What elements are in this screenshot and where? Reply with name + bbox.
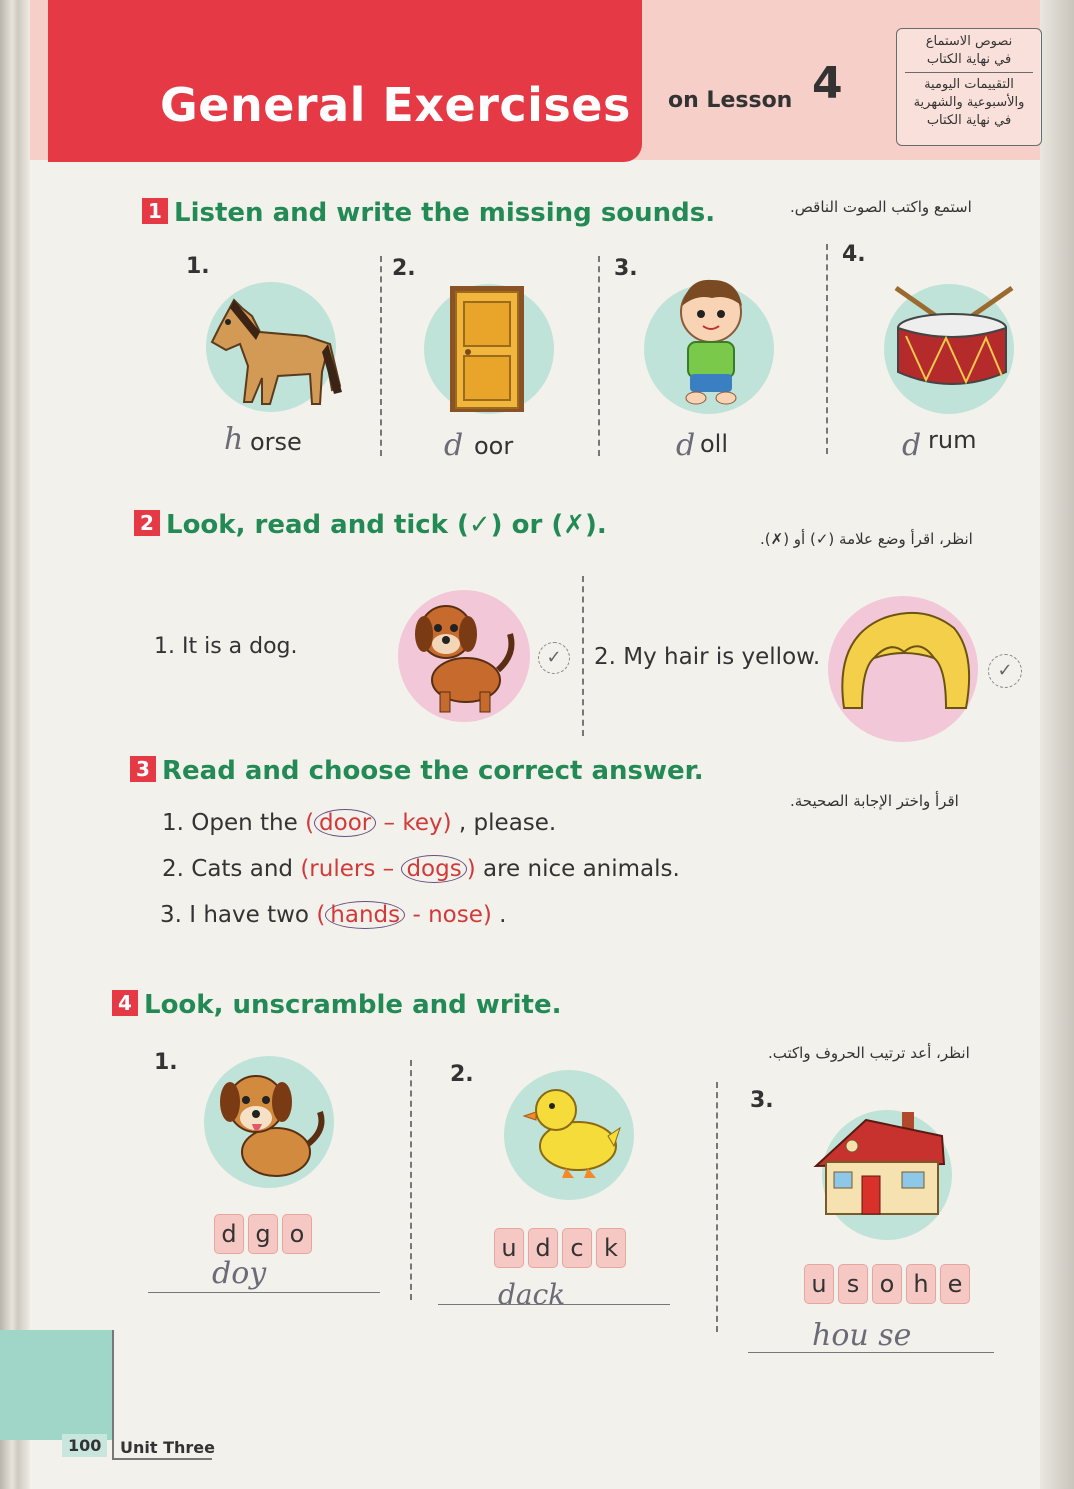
drum-icon bbox=[886, 284, 1016, 394]
s3-s1-pre: 1. Open the bbox=[162, 810, 306, 836]
s3-sentence3 bbox=[160, 902, 506, 928]
divider bbox=[716, 1082, 718, 1332]
ar-box-line4: والأسبوعية والشهرية bbox=[913, 95, 1025, 110]
letter-tile: c bbox=[562, 1228, 592, 1268]
s4-item2-answer[interactable]: dack bbox=[498, 1278, 566, 1311]
s3-s1-open: ( bbox=[305, 810, 315, 836]
page-title: General Exercises bbox=[160, 78, 631, 132]
section3-title: Read and choose the correct answer. bbox=[162, 756, 704, 786]
s3-s2-post: are nice animals. bbox=[475, 856, 680, 882]
letter-tile: g bbox=[248, 1214, 278, 1254]
s1-item4-num: 4. bbox=[842, 242, 866, 267]
divider bbox=[826, 244, 828, 454]
puppy-icon bbox=[210, 1064, 330, 1184]
letter-tile: d bbox=[528, 1228, 558, 1268]
s3-s3-post: . bbox=[491, 902, 507, 928]
s1-item1-num: 1. bbox=[186, 254, 210, 279]
s1-answer1: h bbox=[224, 422, 244, 457]
section4-heading bbox=[112, 990, 562, 1020]
ar-box-line1: نصوص الاستماع bbox=[925, 34, 1013, 49]
s3-s1-close: ) bbox=[442, 810, 452, 836]
s3-s1-post: , please. bbox=[451, 810, 557, 836]
ar-box-line5: في نهاية الكتاب bbox=[926, 113, 1012, 128]
section2-number: 2 bbox=[134, 510, 160, 536]
s4-item3-num: 3. bbox=[750, 1088, 774, 1113]
s4-item1-num: 1. bbox=[154, 1050, 178, 1075]
s4-item2-write-line bbox=[438, 1304, 670, 1305]
hair-icon bbox=[834, 608, 974, 712]
footer-decoration bbox=[0, 1330, 112, 1440]
s3-s2-pre: 2. Cats and bbox=[162, 856, 301, 882]
letter-tile: e bbox=[940, 1264, 970, 1304]
ar-box-line2: في نهاية الكتاب bbox=[926, 52, 1012, 67]
doll-icon bbox=[668, 272, 754, 410]
lesson-subtitle: on Lesson bbox=[668, 88, 793, 113]
s4-item1-write-line bbox=[148, 1292, 380, 1293]
page-right-edge bbox=[1040, 0, 1074, 1489]
s3-s3-option-b[interactable]: nose bbox=[428, 902, 483, 928]
s3-sentence2 bbox=[162, 856, 680, 882]
s2-item1-mark[interactable]: ✓ bbox=[538, 642, 570, 674]
divider bbox=[380, 256, 382, 456]
house-icon bbox=[812, 1106, 948, 1220]
section2-heading bbox=[134, 510, 607, 540]
section1-title: Listen and write the missing sounds. bbox=[174, 198, 716, 228]
dog-icon bbox=[406, 594, 522, 718]
horse-icon bbox=[190, 286, 346, 416]
s4-item3-write-line bbox=[748, 1352, 994, 1353]
s3-sentence1 bbox=[162, 810, 556, 836]
s1-item3-num: 3. bbox=[614, 256, 638, 281]
section3-heading bbox=[130, 756, 704, 786]
s3-s1-option-a[interactable]: door bbox=[314, 809, 376, 837]
s3-s2-dash: – bbox=[375, 856, 402, 882]
section2-title: Look, read and tick (✓) or (✗). bbox=[166, 510, 607, 540]
letter-tile: u bbox=[494, 1228, 524, 1268]
s2-item2-text: 2. My hair is yellow. bbox=[594, 644, 821, 670]
section3-arabic: اقرأ واختر الإجابة الصحيحة. bbox=[790, 792, 959, 810]
letter-tile: d bbox=[214, 1214, 244, 1254]
page-number: 100 bbox=[62, 1434, 107, 1457]
letter-tile: s bbox=[838, 1264, 868, 1304]
s1-item2-num: 2. bbox=[392, 256, 416, 281]
divider bbox=[410, 1060, 412, 1300]
s1-word4: rum bbox=[928, 426, 977, 454]
s1-answer2: d bbox=[444, 428, 464, 463]
s3-s3-dash: - bbox=[405, 902, 429, 928]
s3-s1-option-b[interactable]: key bbox=[402, 810, 443, 836]
section4-arabic: انظر، أعد ترتيب الحروف واكتب. bbox=[768, 1044, 970, 1062]
divider bbox=[598, 256, 600, 456]
door-icon bbox=[448, 284, 526, 414]
s3-s3-option-a[interactable]: hands bbox=[325, 901, 405, 929]
s4-item2-tiles bbox=[494, 1228, 626, 1268]
s1-word2: oor bbox=[474, 432, 514, 460]
section2-arabic: انظر، اقرأ وضع علامة (✓) أو (✗). bbox=[760, 530, 973, 548]
s1-word1: orse bbox=[250, 428, 302, 456]
s2-item1-text: 1. It is a dog. bbox=[154, 634, 298, 659]
section1-heading bbox=[142, 198, 715, 228]
section1-arabic: استمع واكتب الصوت الناقص. bbox=[790, 198, 972, 216]
s3-s2-close: ) bbox=[466, 856, 476, 882]
s1-word3: oll bbox=[700, 430, 729, 458]
s4-item3-answer[interactable]: hou se bbox=[812, 1318, 912, 1353]
s1-answer4: d bbox=[902, 428, 922, 463]
letter-tile: o bbox=[872, 1264, 902, 1304]
ar-box-line3: التقييمات اليومية bbox=[924, 77, 1014, 92]
lesson-number: 4 bbox=[812, 58, 843, 109]
s3-s1-dash: – bbox=[376, 810, 403, 836]
arabic-info-box bbox=[896, 28, 1042, 146]
s4-item1-answer[interactable]: doy bbox=[212, 1256, 267, 1291]
letter-tile: u bbox=[804, 1264, 834, 1304]
s2-item2-mark[interactable]: ✓ bbox=[988, 654, 1022, 688]
letter-tile: o bbox=[282, 1214, 312, 1254]
s3-s2-option-b[interactable]: dogs bbox=[401, 855, 466, 883]
unit-label: Unit Three bbox=[120, 1438, 215, 1457]
s4-item3-tiles bbox=[804, 1264, 970, 1304]
footer-rule bbox=[112, 1458, 212, 1460]
s1-answer3: d bbox=[676, 428, 696, 463]
s3-s2-option-a[interactable]: rulers bbox=[309, 856, 376, 882]
s3-s2-open: ( bbox=[300, 856, 310, 882]
s3-s3-pre: 3. I have two bbox=[160, 902, 317, 928]
section1-number: 1 bbox=[142, 198, 168, 224]
s3-s3-open: ( bbox=[316, 902, 326, 928]
letter-tile: k bbox=[596, 1228, 626, 1268]
section4-number: 4 bbox=[112, 990, 138, 1016]
s4-item2-num: 2. bbox=[450, 1062, 474, 1087]
section4-title: Look, unscramble and write. bbox=[144, 990, 562, 1020]
page-edge bbox=[0, 0, 30, 1489]
s4-item1-tiles bbox=[214, 1214, 312, 1254]
section3-number: 3 bbox=[130, 756, 156, 782]
footer-rule bbox=[112, 1330, 114, 1460]
letter-tile: h bbox=[906, 1264, 936, 1304]
duck-icon bbox=[522, 1076, 622, 1182]
divider bbox=[582, 576, 584, 736]
s3-s3-close: ) bbox=[482, 902, 492, 928]
